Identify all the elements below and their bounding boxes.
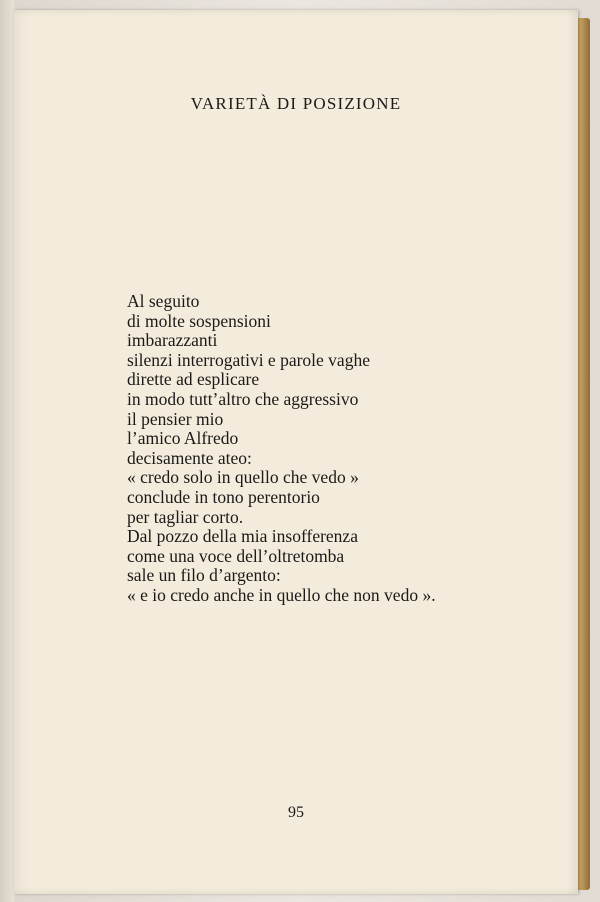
poem-title: VARIETÀ DI POSIZIONE [190, 94, 402, 113]
poem-line: sale un filo d’argento: [127, 565, 281, 586]
poem-line: silenzi interrogativi e parole vaghe [127, 349, 370, 370]
poem-line: di molte sospensioni [127, 310, 271, 331]
poem-line: « e io credo anche in quello che non vedo ». [127, 584, 436, 605]
poem-line: dirette ad esplicare [127, 369, 260, 390]
poem-line: il pensier mio [127, 408, 224, 429]
poem-line: conclude in tono perentorio [127, 486, 320, 507]
poem-line: Al seguito [127, 291, 200, 311]
poem-line: decisamente ateo: [127, 447, 252, 468]
poem-line: imbarazzanti [127, 330, 218, 351]
poem-body [127, 292, 436, 606]
poem-line: come una voce dell’oltretomba [127, 545, 345, 566]
poem-line: l’amico Alfredo [127, 428, 239, 449]
previous-page-edge [0, 0, 14, 902]
page-number: 95 [288, 804, 304, 821]
poem-line: in modo tutt’altro che aggressivo [127, 388, 359, 409]
poem-line: Dal pozzo della mia insofferenza [127, 526, 358, 547]
poem-line: « credo solo in quello che vedo » [127, 467, 359, 488]
poem-line: per tagliar corto. [127, 506, 244, 527]
book-page [14, 10, 578, 894]
